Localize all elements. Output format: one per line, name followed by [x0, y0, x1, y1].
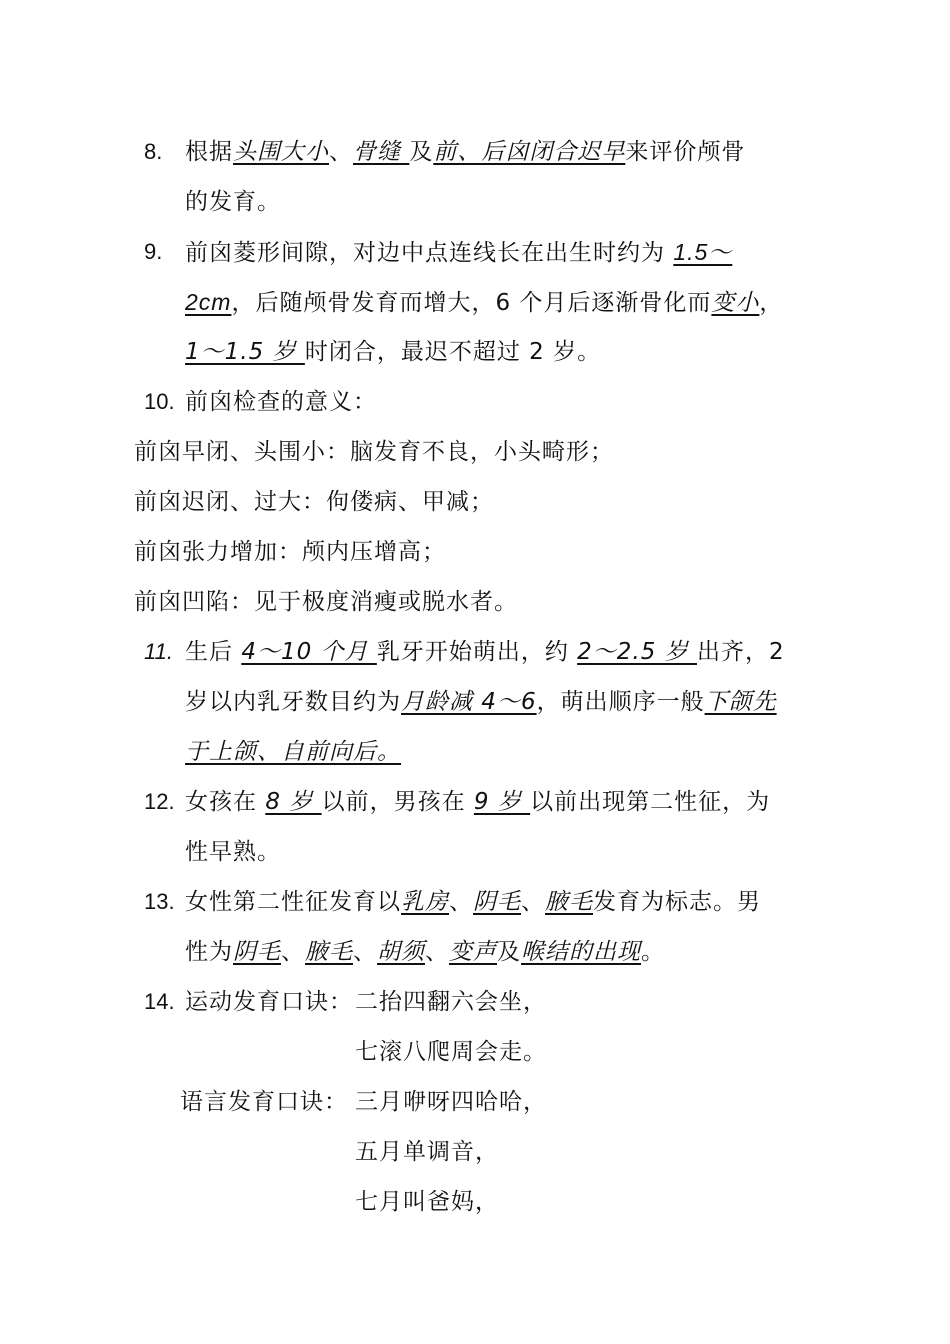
text: ，萌出顺序一般 [536, 689, 705, 715]
mnemonic-line: 三月咿呀四哈哈， [355, 1089, 547, 1115]
text: 出齐，2 [697, 639, 785, 665]
text: 来评价颅骨 [625, 139, 746, 165]
mnemonic-line: 五月单调音， [355, 1139, 499, 1165]
item-8-line-1 [185, 137, 745, 167]
answer-blank: 1.5～ [673, 239, 733, 265]
answer-blank: 胡须 [377, 939, 425, 965]
text: 岁以内乳牙数目约为 [185, 689, 401, 715]
item-14-number: 14. [144, 989, 175, 1014]
text: 以前，男孩在 [321, 789, 474, 815]
answer-blank: 变小 [711, 290, 760, 316]
item-11-line-3 [185, 737, 401, 767]
item-9-line-3 [185, 337, 601, 367]
item-11-line-1 [185, 637, 785, 667]
answer-blank: 4～10 个月 [241, 639, 377, 665]
text: 、 [329, 139, 353, 165]
answer-blank: 月龄减 4～6 [401, 689, 537, 715]
item-13-line-1 [185, 887, 761, 917]
text: 前囟菱形间隙，对边中点连线长在出生时约为 [185, 240, 674, 266]
text: 以前出现第二性征，为 [530, 789, 771, 815]
item-9-line-2 [185, 287, 783, 318]
item-13-line-2 [185, 937, 665, 967]
answer-blank: 前、后囟闭合迟早 [433, 139, 626, 165]
answer-blank: 阴毛 [473, 889, 521, 915]
answer-blank: 2～2.5 岁 [577, 639, 697, 665]
answer-blank: 9 岁 [473, 789, 531, 815]
answer-blank: 头围大小 [233, 139, 329, 165]
text: ，后随颅骨发育而增大，6 个月后逐渐骨化而 [231, 290, 712, 316]
answer-blank: 8 岁 [265, 789, 322, 815]
text: 、 [521, 889, 545, 915]
item-12-number: 12. [144, 789, 175, 814]
item-10-number: 10. [144, 389, 175, 414]
answer-blank: 腋毛 [545, 889, 593, 915]
motor-mnemonic-label: 运动发育口诀： [185, 989, 353, 1015]
text: 乳牙开始萌出，约 [376, 639, 578, 665]
answer-blank: 阴毛 [233, 939, 281, 965]
text: 性为 [185, 939, 233, 965]
text: 女性第二性征发育以 [185, 889, 401, 915]
item-10-line: 前囟早闭、头围小：脑发育不良，小头畸形； [134, 439, 614, 465]
answer-blank: 乳房 [401, 889, 449, 915]
text: 、 [281, 939, 305, 965]
text: 、 [449, 889, 473, 915]
text: 、 [353, 939, 377, 965]
item-9-line-1 [185, 237, 732, 268]
item-8-line-2: 的发育。 [185, 189, 281, 215]
item-13-number: 13. [144, 889, 175, 914]
text: 发育为标志。男 [593, 889, 761, 915]
text: 时闭合，最迟不超过 2 岁。 [304, 339, 602, 365]
text: 生后 [185, 639, 242, 665]
text: 女孩在 [185, 789, 266, 815]
text: ， [759, 290, 784, 316]
item-10-line: 前囟凹陷：见于极度消瘦或脱水者。 [134, 589, 518, 615]
text: 。 [641, 939, 665, 965]
item-10-line: 前囟迟闭、过大：佝偻病、甲减； [134, 489, 494, 515]
answer-blank: 下颌先 [704, 689, 777, 715]
answer-blank: 于上颌、自前向后。 [185, 739, 401, 765]
mnemonic-line: 七月叫爸妈， [355, 1189, 499, 1215]
item-10-line: 前囟张力增加：颅内压增高； [134, 539, 446, 565]
answer-blank: 骨缝 [353, 139, 410, 165]
answer-blank: 喉结的出现 [521, 939, 641, 965]
text: 、 [425, 939, 449, 965]
text: 及 [497, 939, 521, 965]
answer-blank: 变声 [449, 939, 497, 965]
item-12-line-1 [185, 787, 770, 817]
item-9-number: 9. [144, 239, 163, 264]
mnemonic-line: 七滚八爬周会走。 [355, 1039, 547, 1065]
text: 及 [409, 139, 434, 165]
mnemonic-line: 二抬四翻六会坐， [355, 989, 547, 1015]
item-8-number: 8. [144, 139, 163, 164]
text: 根据 [185, 139, 233, 165]
answer-blank: 2cm [185, 289, 232, 315]
answer-blank: 1～1.5 岁 [185, 339, 305, 365]
item-11-number: 11. [144, 639, 173, 664]
item-10-title: 前囟检查的意义： [185, 389, 377, 415]
item-12-line-2: 性早熟。 [185, 839, 281, 865]
item-11-line-2 [185, 687, 777, 717]
language-mnemonic-label: 语言发育口诀： [180, 1089, 348, 1115]
answer-blank: 腋毛 [305, 939, 353, 965]
